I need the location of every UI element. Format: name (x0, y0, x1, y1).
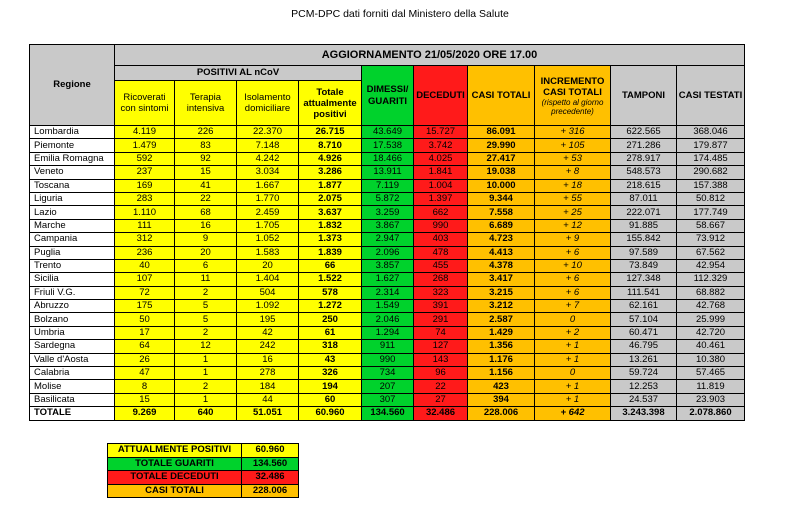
header-incremento-label: INCREMENTO CASI TOTALI (540, 75, 605, 98)
cell-incremento: + 25 (535, 206, 611, 219)
cell-isolamento: 1.092 (237, 300, 299, 313)
total-casi-totali: 228.006 (468, 407, 535, 420)
cell-casi-totali: 1.156 (468, 367, 535, 380)
cell-casi-testati: 174.485 (677, 152, 745, 165)
cell-isolamento: 1.705 (237, 219, 299, 232)
cell-isolamento: 1.770 (237, 192, 299, 205)
cell-dimessi: 207 (362, 380, 414, 393)
cell-incremento: + 6 (535, 273, 611, 286)
cell-terapia: 1 (175, 353, 237, 366)
cell-totale-positivi: 60 (299, 393, 362, 406)
cell-ricoverati: 107 (115, 273, 175, 286)
table-row (30, 152, 745, 165)
cell-casi-testati: 290.682 (677, 166, 745, 179)
cell-incremento: + 1 (535, 340, 611, 353)
table-row (30, 259, 745, 272)
cell-tamponi: 60.471 (611, 326, 677, 339)
cell-region: Bolzano (30, 313, 115, 326)
cell-terapia: 41 (175, 179, 237, 192)
cell-casi-testati: 177.749 (677, 206, 745, 219)
cell-totale-positivi: 578 (299, 286, 362, 299)
table-row (30, 192, 745, 205)
summary-row (108, 484, 299, 498)
cell-casi-testati: 57.465 (677, 367, 745, 380)
cell-casi-testati: 11.819 (677, 380, 745, 393)
table-row (30, 353, 745, 366)
cell-deceduti: 1.841 (414, 166, 468, 179)
cell-ricoverati: 47 (115, 367, 175, 380)
header-casi-totali: CASI TOTALI (468, 66, 535, 126)
cell-tamponi: 91.885 (611, 219, 677, 232)
cell-terapia: 1 (175, 367, 237, 380)
total-deceduti: 32.486 (414, 407, 468, 420)
cell-dimessi: 307 (362, 393, 414, 406)
cell-deceduti: 990 (414, 219, 468, 232)
cell-tamponi: 12.253 (611, 380, 677, 393)
table-row (30, 139, 745, 152)
cell-dimessi: 734 (362, 367, 414, 380)
cell-terapia: 2 (175, 380, 237, 393)
cell-isolamento: 184 (237, 380, 299, 393)
cell-terapia: 92 (175, 152, 237, 165)
cell-casi-testati: 25.999 (677, 313, 745, 326)
header-positivi: POSITIVI AL nCoV (115, 66, 362, 81)
cell-casi-testati: 73.912 (677, 233, 745, 246)
total-ricoverati: 9.269 (115, 407, 175, 420)
table-row (30, 166, 745, 179)
header-totale-positivi: Totale attualmente positivi (299, 81, 362, 126)
cell-totale-positivi: 4.926 (299, 152, 362, 165)
header-terapia: Terapia intensiva (175, 81, 237, 126)
cell-ricoverati: 592 (115, 152, 175, 165)
cell-casi-totali: 4.378 (468, 259, 535, 272)
cell-deceduti: 662 (414, 206, 468, 219)
header-tamponi: TAMPONI (611, 66, 677, 126)
cell-ricoverati: 4.119 (115, 126, 175, 139)
cell-isolamento: 1.052 (237, 233, 299, 246)
cell-deceduti: 268 (414, 273, 468, 286)
cell-totale-positivi: 1.832 (299, 219, 362, 232)
cell-ricoverati: 26 (115, 353, 175, 366)
summary-table (107, 443, 299, 498)
cell-terapia: 2 (175, 286, 237, 299)
cell-dimessi: 2.314 (362, 286, 414, 299)
cell-deceduti: 291 (414, 313, 468, 326)
cell-casi-totali: 3.417 (468, 273, 535, 286)
cell-isolamento: 42 (237, 326, 299, 339)
cell-dimessi: 13.911 (362, 166, 414, 179)
cell-region: Marche (30, 219, 115, 232)
cell-casi-testati: 68.882 (677, 286, 745, 299)
cell-totale-positivi: 194 (299, 380, 362, 393)
cell-region: Toscana (30, 179, 115, 192)
cell-casi-totali: 4.723 (468, 233, 535, 246)
cell-region: Puglia (30, 246, 115, 259)
cell-incremento: + 1 (535, 380, 611, 393)
total-isolamento: 51.051 (237, 407, 299, 420)
cell-region: Umbria (30, 326, 115, 339)
cell-casi-totali: 1.429 (468, 326, 535, 339)
cell-terapia: 6 (175, 259, 237, 272)
table-row (30, 246, 745, 259)
cell-casi-totali: 7.558 (468, 206, 535, 219)
cell-tamponi: 271.286 (611, 139, 677, 152)
page-title: PCM-DPC dati forniti dal Ministero della Salute (291, 8, 509, 20)
cell-incremento: + 6 (535, 246, 611, 259)
cell-tamponi: 73.849 (611, 259, 677, 272)
summary-value: 134.560 (242, 457, 299, 471)
cell-ricoverati: 15 (115, 393, 175, 406)
cell-casi-totali: 4.413 (468, 246, 535, 259)
cell-incremento: 0 (535, 367, 611, 380)
cell-isolamento: 278 (237, 367, 299, 380)
header-incremento (535, 66, 611, 126)
cell-deceduti: 96 (414, 367, 468, 380)
covid-data-table (29, 44, 745, 421)
cell-incremento: + 55 (535, 192, 611, 205)
table-row (30, 380, 745, 393)
header-ricoverati: Ricoverati con sintomi (115, 81, 175, 126)
cell-totale-positivi: 43 (299, 353, 362, 366)
cell-casi-totali: 19.038 (468, 166, 535, 179)
cell-isolamento: 20 (237, 259, 299, 272)
total-casi-testati: 2.078.860 (677, 407, 745, 420)
cell-ricoverati: 237 (115, 166, 175, 179)
cell-totale-positivi: 1.839 (299, 246, 362, 259)
cell-casi-totali: 1.176 (468, 353, 535, 366)
cell-incremento: + 8 (535, 166, 611, 179)
cell-incremento: 0 (535, 313, 611, 326)
cell-dimessi: 1.627 (362, 273, 414, 286)
cell-totale-positivi: 3.286 (299, 166, 362, 179)
cell-casi-testati: 23.903 (677, 393, 745, 406)
cell-terapia: 226 (175, 126, 237, 139)
table-row (30, 393, 745, 406)
header-regione: Regione (30, 45, 115, 126)
cell-dimessi: 2.096 (362, 246, 414, 259)
total-tamponi: 3.243.398 (611, 407, 677, 420)
cell-isolamento: 16 (237, 353, 299, 366)
cell-ricoverati: 50 (115, 313, 175, 326)
cell-dimessi: 7.119 (362, 179, 414, 192)
update-header: AGGIORNAMENTO 21/05/2020 ORE 17.00 (115, 45, 745, 66)
cell-totale-positivi: 61 (299, 326, 362, 339)
cell-isolamento: 44 (237, 393, 299, 406)
cell-dimessi: 1.294 (362, 326, 414, 339)
table-row (30, 286, 745, 299)
cell-incremento: + 9 (535, 233, 611, 246)
cell-isolamento: 7.148 (237, 139, 299, 152)
total-terapia: 640 (175, 407, 237, 420)
cell-ricoverati: 111 (115, 219, 175, 232)
cell-casi-testati: 368.046 (677, 126, 745, 139)
cell-totale-positivi: 326 (299, 367, 362, 380)
table-row (30, 340, 745, 353)
cell-terapia: 83 (175, 139, 237, 152)
cell-totale-positivi: 1.272 (299, 300, 362, 313)
cell-tamponi: 87.011 (611, 192, 677, 205)
cell-region: Piemonte (30, 139, 115, 152)
cell-incremento: + 12 (535, 219, 611, 232)
cell-region: Emilia Romagna (30, 152, 115, 165)
cell-casi-totali: 1.356 (468, 340, 535, 353)
cell-dimessi: 990 (362, 353, 414, 366)
cell-region: Lazio (30, 206, 115, 219)
cell-casi-totali: 3.215 (468, 286, 535, 299)
cell-incremento: + 1 (535, 393, 611, 406)
cell-ricoverati: 283 (115, 192, 175, 205)
cell-deceduti: 478 (414, 246, 468, 259)
cell-tamponi: 222.071 (611, 206, 677, 219)
cell-region: Lombardia (30, 126, 115, 139)
cell-casi-totali: 29.990 (468, 139, 535, 152)
table-row (30, 326, 745, 339)
summary-label: CASI TOTALI (108, 484, 242, 498)
cell-casi-testati: 10.380 (677, 353, 745, 366)
cell-incremento: + 105 (535, 139, 611, 152)
cell-ricoverati: 40 (115, 259, 175, 272)
cell-terapia: 1 (175, 393, 237, 406)
cell-casi-totali: 10.000 (468, 179, 535, 192)
cell-incremento: + 6 (535, 286, 611, 299)
cell-deceduti: 1.004 (414, 179, 468, 192)
cell-terapia: 12 (175, 340, 237, 353)
cell-isolamento: 22.370 (237, 126, 299, 139)
cell-casi-testati: 58.667 (677, 219, 745, 232)
total-totale-positivi: 60.960 (299, 407, 362, 420)
table-row (30, 126, 745, 139)
total-dimessi: 134.560 (362, 407, 414, 420)
total-region: TOTALE (30, 407, 115, 420)
header-dimessi: DIMESSI/ GUARITI (362, 66, 414, 126)
cell-dimessi: 2.947 (362, 233, 414, 246)
cell-dimessi: 3.867 (362, 219, 414, 232)
cell-dimessi: 5.872 (362, 192, 414, 205)
cell-region: Valle d'Aosta (30, 353, 115, 366)
table-row (30, 233, 745, 246)
cell-isolamento: 1.404 (237, 273, 299, 286)
cell-incremento: + 7 (535, 300, 611, 313)
cell-isolamento: 2.459 (237, 206, 299, 219)
cell-tamponi: 57.104 (611, 313, 677, 326)
cell-totale-positivi: 1.522 (299, 273, 362, 286)
cell-tamponi: 127.348 (611, 273, 677, 286)
cell-casi-totali: 3.212 (468, 300, 535, 313)
cell-region: Calabria (30, 367, 115, 380)
table-row (30, 313, 745, 326)
cell-casi-testati: 40.461 (677, 340, 745, 353)
cell-casi-totali: 423 (468, 380, 535, 393)
cell-tamponi: 13.261 (611, 353, 677, 366)
cell-ricoverati: 236 (115, 246, 175, 259)
cell-isolamento: 242 (237, 340, 299, 353)
cell-terapia: 5 (175, 300, 237, 313)
cell-tamponi: 155.842 (611, 233, 677, 246)
cell-casi-testati: 42.768 (677, 300, 745, 313)
total-incremento: + 642 (535, 407, 611, 420)
cell-dimessi: 3.857 (362, 259, 414, 272)
cell-casi-totali: 27.417 (468, 152, 535, 165)
cell-casi-testati: 42.720 (677, 326, 745, 339)
cell-tamponi: 24.537 (611, 393, 677, 406)
table-row (30, 300, 745, 313)
cell-deceduti: 4.025 (414, 152, 468, 165)
cell-casi-testati: 112.329 (677, 273, 745, 286)
cell-deceduti: 143 (414, 353, 468, 366)
cell-casi-totali: 2.587 (468, 313, 535, 326)
summary-value: 60.960 (242, 444, 299, 458)
cell-region: Trento (30, 259, 115, 272)
cell-deceduti: 403 (414, 233, 468, 246)
summary-value: 32.486 (242, 471, 299, 485)
cell-deceduti: 455 (414, 259, 468, 272)
cell-totale-positivi: 1.373 (299, 233, 362, 246)
cell-ricoverati: 1.110 (115, 206, 175, 219)
cell-region: Sicilia (30, 273, 115, 286)
cell-casi-totali: 6.689 (468, 219, 535, 232)
cell-tamponi: 46.795 (611, 340, 677, 353)
cell-deceduti: 22 (414, 380, 468, 393)
table-row (30, 206, 745, 219)
cell-isolamento: 4.242 (237, 152, 299, 165)
cell-dimessi: 43.649 (362, 126, 414, 139)
cell-casi-totali: 9.344 (468, 192, 535, 205)
cell-totale-positivi: 8.710 (299, 139, 362, 152)
cell-deceduti: 3.742 (414, 139, 468, 152)
cell-terapia: 16 (175, 219, 237, 232)
cell-incremento: + 18 (535, 179, 611, 192)
cell-casi-totali: 86.091 (468, 126, 535, 139)
cell-terapia: 11 (175, 273, 237, 286)
cell-totale-positivi: 66 (299, 259, 362, 272)
cell-ricoverati: 1.479 (115, 139, 175, 152)
cell-terapia: 15 (175, 166, 237, 179)
cell-isolamento: 195 (237, 313, 299, 326)
cell-casi-testati: 179.877 (677, 139, 745, 152)
cell-region: Liguria (30, 192, 115, 205)
cell-terapia: 22 (175, 192, 237, 205)
cell-totale-positivi: 2.075 (299, 192, 362, 205)
cell-casi-testati: 67.562 (677, 246, 745, 259)
cell-terapia: 9 (175, 233, 237, 246)
cell-terapia: 68 (175, 206, 237, 219)
cell-tamponi: 111.541 (611, 286, 677, 299)
cell-ricoverati: 72 (115, 286, 175, 299)
cell-totale-positivi: 250 (299, 313, 362, 326)
cell-deceduti: 1.397 (414, 192, 468, 205)
cell-tamponi: 62.161 (611, 300, 677, 313)
cell-region: Abruzzo (30, 300, 115, 313)
summary-label: TOTALE GUARITI (108, 457, 242, 471)
cell-ricoverati: 175 (115, 300, 175, 313)
cell-ricoverati: 312 (115, 233, 175, 246)
header-casi-testati: CASI TESTATI (677, 66, 745, 126)
cell-totale-positivi: 3.637 (299, 206, 362, 219)
cell-terapia: 2 (175, 326, 237, 339)
cell-dimessi: 1.549 (362, 300, 414, 313)
cell-dimessi: 18.466 (362, 152, 414, 165)
cell-region: Veneto (30, 166, 115, 179)
cell-region: Campania (30, 233, 115, 246)
table-row (30, 367, 745, 380)
cell-incremento: + 53 (535, 152, 611, 165)
summary-value: 228.006 (242, 484, 299, 498)
cell-deceduti: 391 (414, 300, 468, 313)
cell-tamponi: 278.917 (611, 152, 677, 165)
cell-deceduti: 127 (414, 340, 468, 353)
header-isolamento: Isolamento domiciliare (237, 81, 299, 126)
cell-tamponi: 622.565 (611, 126, 677, 139)
cell-incremento: + 316 (535, 126, 611, 139)
summary-label: TOTALE DECEDUTI (108, 471, 242, 485)
cell-terapia: 20 (175, 246, 237, 259)
cell-ricoverati: 17 (115, 326, 175, 339)
cell-region: Sardegna (30, 340, 115, 353)
cell-ricoverati: 8 (115, 380, 175, 393)
summary-label: ATTUALMENTE POSITIVI (108, 444, 242, 458)
summary-row (108, 471, 299, 485)
cell-incremento: + 10 (535, 259, 611, 272)
cell-tamponi: 97.589 (611, 246, 677, 259)
cell-casi-totali: 394 (468, 393, 535, 406)
table-row (30, 219, 745, 232)
cell-dimessi: 3.259 (362, 206, 414, 219)
table-row (30, 179, 745, 192)
cell-incremento: + 2 (535, 326, 611, 339)
cell-isolamento: 504 (237, 286, 299, 299)
cell-casi-testati: 42.954 (677, 259, 745, 272)
cell-dimessi: 911 (362, 340, 414, 353)
cell-deceduti: 323 (414, 286, 468, 299)
cell-dimessi: 2.046 (362, 313, 414, 326)
cell-tamponi: 59.724 (611, 367, 677, 380)
header-incremento-note: (rispetto al giorno precedente) (541, 97, 604, 116)
summary-row (108, 457, 299, 471)
cell-isolamento: 1.667 (237, 179, 299, 192)
cell-ricoverati: 169 (115, 179, 175, 192)
cell-region: Basilicata (30, 393, 115, 406)
cell-region: Molise (30, 380, 115, 393)
cell-tamponi: 218.615 (611, 179, 677, 192)
cell-isolamento: 1.583 (237, 246, 299, 259)
cell-isolamento: 3.034 (237, 166, 299, 179)
cell-deceduti: 15.727 (414, 126, 468, 139)
cell-deceduti: 74 (414, 326, 468, 339)
cell-tamponi: 548.573 (611, 166, 677, 179)
header-deceduti: DECEDUTI (414, 66, 468, 126)
summary-row (108, 444, 299, 458)
cell-ricoverati: 64 (115, 340, 175, 353)
cell-totale-positivi: 1.877 (299, 179, 362, 192)
cell-totale-positivi: 318 (299, 340, 362, 353)
cell-region: Friuli V.G. (30, 286, 115, 299)
table-row (30, 273, 745, 286)
cell-deceduti: 27 (414, 393, 468, 406)
cell-totale-positivi: 26.715 (299, 126, 362, 139)
totals-row (30, 407, 745, 420)
cell-incremento: + 1 (535, 353, 611, 366)
cell-casi-testati: 50.812 (677, 192, 745, 205)
cell-casi-testati: 157.388 (677, 179, 745, 192)
cell-dimessi: 17.538 (362, 139, 414, 152)
cell-terapia: 5 (175, 313, 237, 326)
